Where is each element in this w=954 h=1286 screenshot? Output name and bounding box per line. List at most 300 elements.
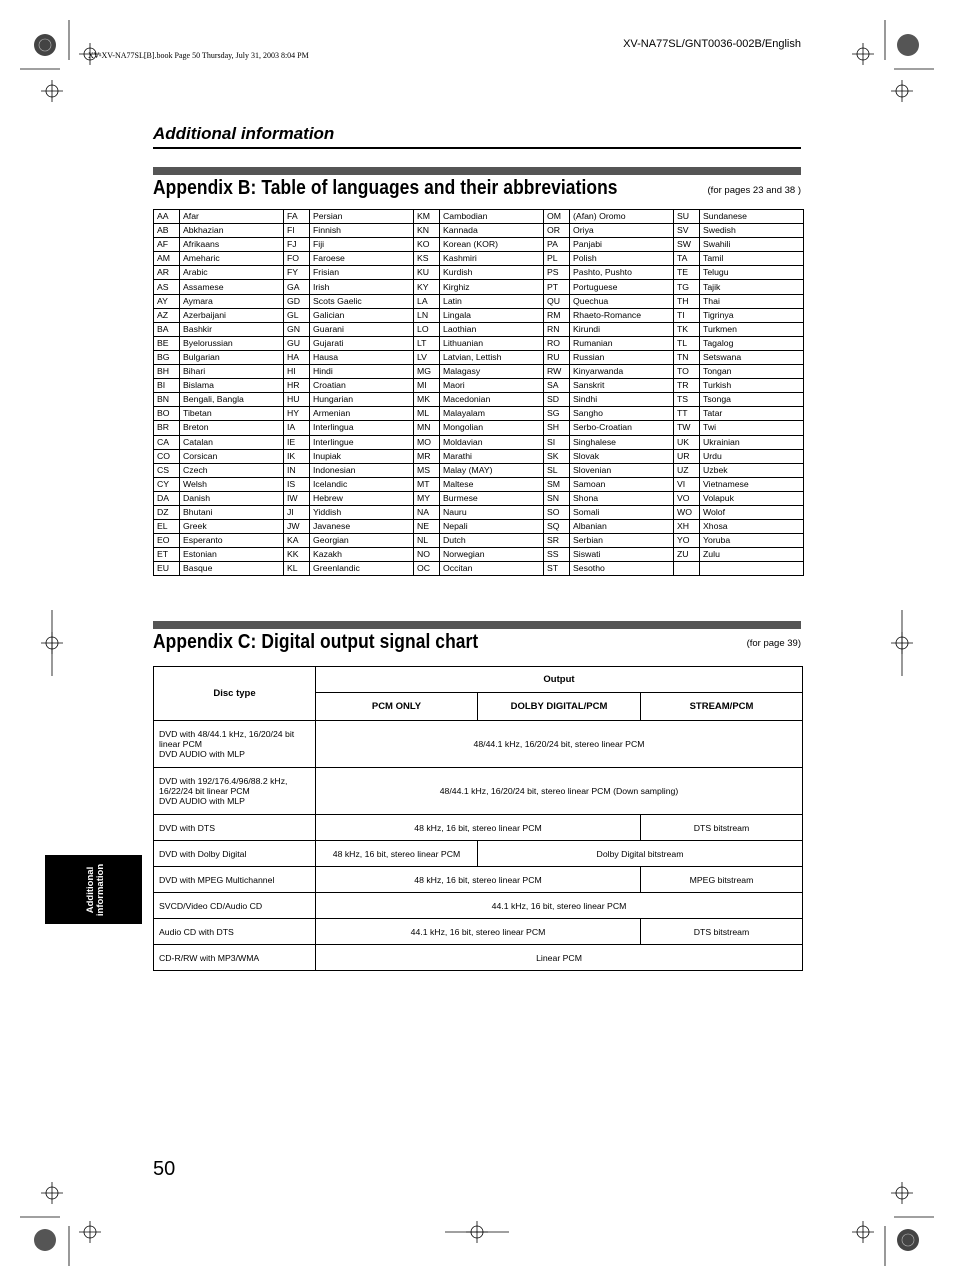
language-code: MY [414, 491, 440, 505]
disc-type-line: DVD with MPEG Multichannel [159, 874, 275, 885]
language-name: Sanskrit [570, 379, 674, 393]
language-row [154, 379, 804, 393]
language-row [154, 534, 804, 548]
language-name: Telugu [700, 266, 804, 280]
section-header: Additional information [153, 124, 335, 143]
language-code: AS [154, 280, 180, 294]
disc-type-line: DVD with Dolby Digital [159, 848, 247, 859]
header-stream-pcm: STREAM/PCM [641, 693, 803, 721]
language-code: FA [284, 210, 310, 224]
appendix-c-bar [153, 621, 801, 629]
language-code: TN [674, 350, 700, 364]
disc-type-line: DVD with DTS [159, 822, 215, 833]
language-name: Yoruba [700, 534, 804, 548]
language-name: Corsican [180, 449, 284, 463]
page-number: 50 [153, 1158, 176, 1180]
language-name: Urdu [700, 449, 804, 463]
language-name: Sundanese [700, 210, 804, 224]
language-code: KM [414, 210, 440, 224]
language-name: Malay (MAY) [440, 463, 544, 477]
language-code: LV [414, 350, 440, 364]
language-name: Welsh [180, 477, 284, 491]
language-name: Turkish [700, 379, 804, 393]
language-code: MG [414, 365, 440, 379]
language-name: Tatar [700, 407, 804, 421]
language-code: BO [154, 407, 180, 421]
language-name: Interlingua [310, 421, 414, 435]
language-name: Tigrinya [700, 308, 804, 322]
language-name: Siswati [570, 548, 674, 562]
output-cell: 48/44.1 kHz, 16/20/24 bit, stereo linear PCM [316, 721, 803, 768]
language-row [154, 505, 804, 519]
language-name: Inupiak [310, 449, 414, 463]
language-row [154, 548, 804, 562]
language-row [154, 308, 804, 322]
language-name: Russian [570, 350, 674, 364]
language-name: Esperanto [180, 534, 284, 548]
language-name: Persian [310, 210, 414, 224]
language-code: FO [284, 252, 310, 266]
language-name: Laothian [440, 322, 544, 336]
language-name: Icelandic [310, 477, 414, 491]
disc-type-cell [154, 841, 316, 867]
language-code: TA [674, 252, 700, 266]
disc-type-cell [154, 945, 316, 971]
language-code: BG [154, 350, 180, 364]
output-cell: DTS bitstream [641, 815, 803, 841]
disc-type-line: Audio CD with DTS [159, 926, 234, 937]
language-code: GL [284, 308, 310, 322]
digital-output-body [154, 667, 803, 971]
language-name: Panjabi [570, 238, 674, 252]
language-name: Czech [180, 463, 284, 477]
language-code: MR [414, 449, 440, 463]
output-cell: Linear PCM [316, 945, 803, 971]
language-name: Wolof [700, 505, 804, 519]
language-name: Bulgarian [180, 350, 284, 364]
language-code: MO [414, 435, 440, 449]
language-row [154, 365, 804, 379]
language-row [154, 336, 804, 350]
language-name: Vietnamese [700, 477, 804, 491]
language-name: Hungarian [310, 393, 414, 407]
language-row [154, 322, 804, 336]
language-name: Breton [180, 421, 284, 435]
language-code: EO [154, 534, 180, 548]
language-name: Slovak [570, 449, 674, 463]
language-code: GN [284, 322, 310, 336]
language-name: Arabic [180, 266, 284, 280]
language-code [674, 562, 700, 576]
language-name: Norwegian [440, 548, 544, 562]
language-row [154, 477, 804, 491]
appendix-b-title: Appendix B: Table of languages and their abbreviations [153, 177, 618, 199]
language-name: Armenian [310, 407, 414, 421]
language-code: PA [544, 238, 570, 252]
output-cell: DTS bitstream [641, 919, 803, 945]
language-code: LN [414, 308, 440, 322]
language-name: Singhalese [570, 435, 674, 449]
signal-row [154, 867, 803, 893]
output-cell: 48 kHz, 16 bit, stereo linear PCM [316, 815, 641, 841]
language-name: Malayalam [440, 407, 544, 421]
language-name: Catalan [180, 435, 284, 449]
language-table [153, 209, 804, 576]
signal-row [154, 841, 803, 867]
language-code: ET [154, 548, 180, 562]
language-name: Hindi [310, 365, 414, 379]
language-code: KS [414, 252, 440, 266]
language-code: KK [284, 548, 310, 562]
language-code: KU [414, 266, 440, 280]
disc-type-line: DVD with 48/44.1 kHz, 16/20/24 bit [159, 729, 295, 739]
language-name: Bislama [180, 379, 284, 393]
language-name: Yiddish [310, 505, 414, 519]
language-code: NO [414, 548, 440, 562]
header-rule [153, 147, 801, 149]
language-code: SV [674, 224, 700, 238]
language-code: YO [674, 534, 700, 548]
language-code: TR [674, 379, 700, 393]
language-code: TT [674, 407, 700, 421]
language-code: HU [284, 393, 310, 407]
side-tab-line2: information [95, 863, 106, 917]
language-row [154, 294, 804, 308]
language-code: IW [284, 491, 310, 505]
language-row [154, 421, 804, 435]
language-name: Xhosa [700, 520, 804, 534]
language-code: AM [154, 252, 180, 266]
language-code: BE [154, 336, 180, 350]
language-code: KA [284, 534, 310, 548]
language-name: Portuguese [570, 280, 674, 294]
language-code: TH [674, 294, 700, 308]
signal-row [154, 919, 803, 945]
language-name: Sesotho [570, 562, 674, 576]
language-code: SH [544, 421, 570, 435]
language-name: Cambodian [440, 210, 544, 224]
language-row [154, 491, 804, 505]
language-row [154, 463, 804, 477]
language-name: Setswana [700, 350, 804, 364]
language-code: RM [544, 308, 570, 322]
language-code: KY [414, 280, 440, 294]
language-name: Galician [310, 308, 414, 322]
language-code: SQ [544, 520, 570, 534]
language-code: NL [414, 534, 440, 548]
language-code: XH [674, 520, 700, 534]
header-dolby-digital-pcm: DOLBY DIGITAL/PCM [478, 693, 641, 721]
language-code: EL [154, 520, 180, 534]
language-row [154, 407, 804, 421]
language-name: Swahili [700, 238, 804, 252]
language-code: JW [284, 520, 310, 534]
document-id: XV-NA77SL/GNT0036-002B/English [623, 38, 801, 50]
language-name: Somali [570, 505, 674, 519]
language-row [154, 562, 804, 576]
language-name: Maltese [440, 477, 544, 491]
language-code: AA [154, 210, 180, 224]
language-name: Estonian [180, 548, 284, 562]
language-row [154, 435, 804, 449]
language-code: IE [284, 435, 310, 449]
language-code: FY [284, 266, 310, 280]
language-code: LA [414, 294, 440, 308]
language-code: MI [414, 379, 440, 393]
language-code: BR [154, 421, 180, 435]
language-name: Volapuk [700, 491, 804, 505]
language-name: Macedonian [440, 393, 544, 407]
disc-type-cell [154, 893, 316, 919]
language-code: GA [284, 280, 310, 294]
signal-row [154, 721, 803, 768]
language-code: VI [674, 477, 700, 491]
language-name: Latin [440, 294, 544, 308]
language-name: Aymara [180, 294, 284, 308]
language-code: AF [154, 238, 180, 252]
disc-type-cell [154, 867, 316, 893]
language-name: Guarani [310, 322, 414, 336]
language-code: RU [544, 350, 570, 364]
language-name: Samoan [570, 477, 674, 491]
language-name: Indonesian [310, 463, 414, 477]
language-code: TE [674, 266, 700, 280]
language-name: Hausa [310, 350, 414, 364]
language-code: AB [154, 224, 180, 238]
language-code: PL [544, 252, 570, 266]
language-name: Zulu [700, 548, 804, 562]
language-code: HA [284, 350, 310, 364]
disc-type-line: linear PCM [159, 739, 202, 749]
language-name: Quechua [570, 294, 674, 308]
language-code: SI [544, 435, 570, 449]
language-row [154, 238, 804, 252]
language-name: Finnish [310, 224, 414, 238]
language-code: HY [284, 407, 310, 421]
signal-row [154, 815, 803, 841]
language-code: PS [544, 266, 570, 280]
disc-type-line: DVD AUDIO with MLP [159, 796, 245, 806]
language-code: UR [674, 449, 700, 463]
output-cell: 48 kHz, 16 bit, stereo linear PCM [316, 867, 641, 893]
language-code: BN [154, 393, 180, 407]
language-code: BI [154, 379, 180, 393]
language-code: MS [414, 463, 440, 477]
language-code: ZU [674, 548, 700, 562]
language-row [154, 266, 804, 280]
language-code: RN [544, 322, 570, 336]
language-code: HR [284, 379, 310, 393]
language-name: Greek [180, 520, 284, 534]
language-name: Tongan [700, 365, 804, 379]
language-code: MT [414, 477, 440, 491]
language-code: TG [674, 280, 700, 294]
language-code: RO [544, 336, 570, 350]
language-code: SU [674, 210, 700, 224]
language-code: TO [674, 365, 700, 379]
language-name: Javanese [310, 520, 414, 534]
signal-row [154, 768, 803, 815]
language-name: Irish [310, 280, 414, 294]
language-code: KL [284, 562, 310, 576]
language-row [154, 280, 804, 294]
language-code: WO [674, 505, 700, 519]
language-code: KN [414, 224, 440, 238]
language-code: TW [674, 421, 700, 435]
language-name: Serbo-Croatian [570, 421, 674, 435]
language-name: Kinyarwanda [570, 365, 674, 379]
language-name: Byelorussian [180, 336, 284, 350]
language-name: Moldavian [440, 435, 544, 449]
language-name: Nauru [440, 505, 544, 519]
language-name: Oriya [570, 224, 674, 238]
language-name: Greenlandic [310, 562, 414, 576]
language-code: GU [284, 336, 310, 350]
language-name: Sindhi [570, 393, 674, 407]
output-cell: MPEG bitstream [641, 867, 803, 893]
language-name: Shona [570, 491, 674, 505]
output-cell: 48 kHz, 16 bit, stereo linear PCM [316, 841, 478, 867]
language-row [154, 252, 804, 266]
language-code: IK [284, 449, 310, 463]
language-name: Fiji [310, 238, 414, 252]
language-name: Kashmiri [440, 252, 544, 266]
language-code: CO [154, 449, 180, 463]
language-code: TL [674, 336, 700, 350]
language-code: EU [154, 562, 180, 576]
language-name: Uzbek [700, 463, 804, 477]
language-name: Basque [180, 562, 284, 576]
appendix-b-note: (for pages 23 and 38 ) [707, 185, 801, 196]
language-code: TS [674, 393, 700, 407]
language-code: BA [154, 322, 180, 336]
language-code: BH [154, 365, 180, 379]
language-name: Marathi [440, 449, 544, 463]
language-name: Ukrainian [700, 435, 804, 449]
language-code: ST [544, 562, 570, 576]
disc-type-line: SVCD/Video CD/Audio CD [159, 900, 263, 911]
language-name: Occitan [440, 562, 544, 576]
language-code: SS [544, 548, 570, 562]
language-row [154, 393, 804, 407]
disc-type-cell [154, 721, 316, 768]
language-code: HI [284, 365, 310, 379]
language-name: Lithuanian [440, 336, 544, 350]
language-name: Bengali, Bangla [180, 393, 284, 407]
language-name: Swedish [700, 224, 804, 238]
language-name: Pashto, Pushto [570, 266, 674, 280]
output-cell: Dolby Digital bitstream [478, 841, 803, 867]
language-code: NE [414, 520, 440, 534]
language-name: Afrikaans [180, 238, 284, 252]
language-code: TK [674, 322, 700, 336]
language-code: AY [154, 294, 180, 308]
language-name: Bashkir [180, 322, 284, 336]
language-code: RW [544, 365, 570, 379]
language-name: Frisian [310, 266, 414, 280]
language-code: UK [674, 435, 700, 449]
language-name: Tibetan [180, 407, 284, 421]
language-code: SA [544, 379, 570, 393]
language-code: AR [154, 266, 180, 280]
disc-type-cell [154, 919, 316, 945]
language-name: Tagalog [700, 336, 804, 350]
language-code: AZ [154, 308, 180, 322]
language-code: NA [414, 505, 440, 519]
language-code: SM [544, 477, 570, 491]
language-name: Kazakh [310, 548, 414, 562]
language-row [154, 224, 804, 238]
language-name: Faroese [310, 252, 414, 266]
language-row [154, 210, 804, 224]
language-code: KO [414, 238, 440, 252]
language-name: Polish [570, 252, 674, 266]
language-code: VO [674, 491, 700, 505]
disc-type-line: DVD AUDIO with MLP [159, 749, 245, 759]
language-code: MN [414, 421, 440, 435]
language-code: MK [414, 393, 440, 407]
language-code: CY [154, 477, 180, 491]
language-name: Burmese [440, 491, 544, 505]
language-code: LT [414, 336, 440, 350]
language-code: SL [544, 463, 570, 477]
language-name: Ameharic [180, 252, 284, 266]
language-code: SK [544, 449, 570, 463]
language-code: OM [544, 210, 570, 224]
language-name: Tsonga [700, 393, 804, 407]
language-name: Kirundi [570, 322, 674, 336]
language-table-body [154, 210, 804, 576]
language-code: UZ [674, 463, 700, 477]
output-cell: 44.1 kHz, 16 bit, stereo linear PCM [316, 919, 641, 945]
digital-output-table [153, 666, 803, 971]
header-output: Output [316, 667, 803, 693]
disc-type-line: 16/22/24 bit linear PCM [159, 786, 250, 796]
language-code: CA [154, 435, 180, 449]
language-name: Twi [700, 421, 804, 435]
language-code: FI [284, 224, 310, 238]
disc-type-line: DVD with 192/176.4/96/88.2 kHz, [159, 776, 288, 786]
book-info-line: XV-XV-NA77SL[B].book Page 50 Thursday, July 31, 2003 8:04 PM [88, 51, 309, 60]
language-name: Albanian [570, 520, 674, 534]
language-code: ML [414, 407, 440, 421]
language-name: Kannada [440, 224, 544, 238]
language-name: Danish [180, 491, 284, 505]
language-code: QU [544, 294, 570, 308]
language-name: Tajik [700, 280, 804, 294]
language-name: Maori [440, 379, 544, 393]
language-code: OR [544, 224, 570, 238]
side-tab-label [86, 864, 106, 916]
language-code: JI [284, 505, 310, 519]
language-code: IN [284, 463, 310, 477]
language-name: Abkhazian [180, 224, 284, 238]
language-name: Kurdish [440, 266, 544, 280]
header-pcm-only: PCM ONLY [316, 693, 478, 721]
language-name [700, 562, 804, 576]
appendix-c-title: Appendix C: Digital output signal chart [153, 631, 479, 653]
language-name: Kirghiz [440, 280, 544, 294]
language-name: Assamese [180, 280, 284, 294]
language-name: Afar [180, 210, 284, 224]
language-row [154, 449, 804, 463]
language-name: Hebrew [310, 491, 414, 505]
language-name: Latvian, Lettish [440, 350, 544, 364]
language-name: Nepali [440, 520, 544, 534]
language-code: FJ [284, 238, 310, 252]
signal-row [154, 893, 803, 919]
output-cell: 48/44.1 kHz, 16/20/24 bit, stereo linear PCM (Down sampling) [316, 768, 803, 815]
